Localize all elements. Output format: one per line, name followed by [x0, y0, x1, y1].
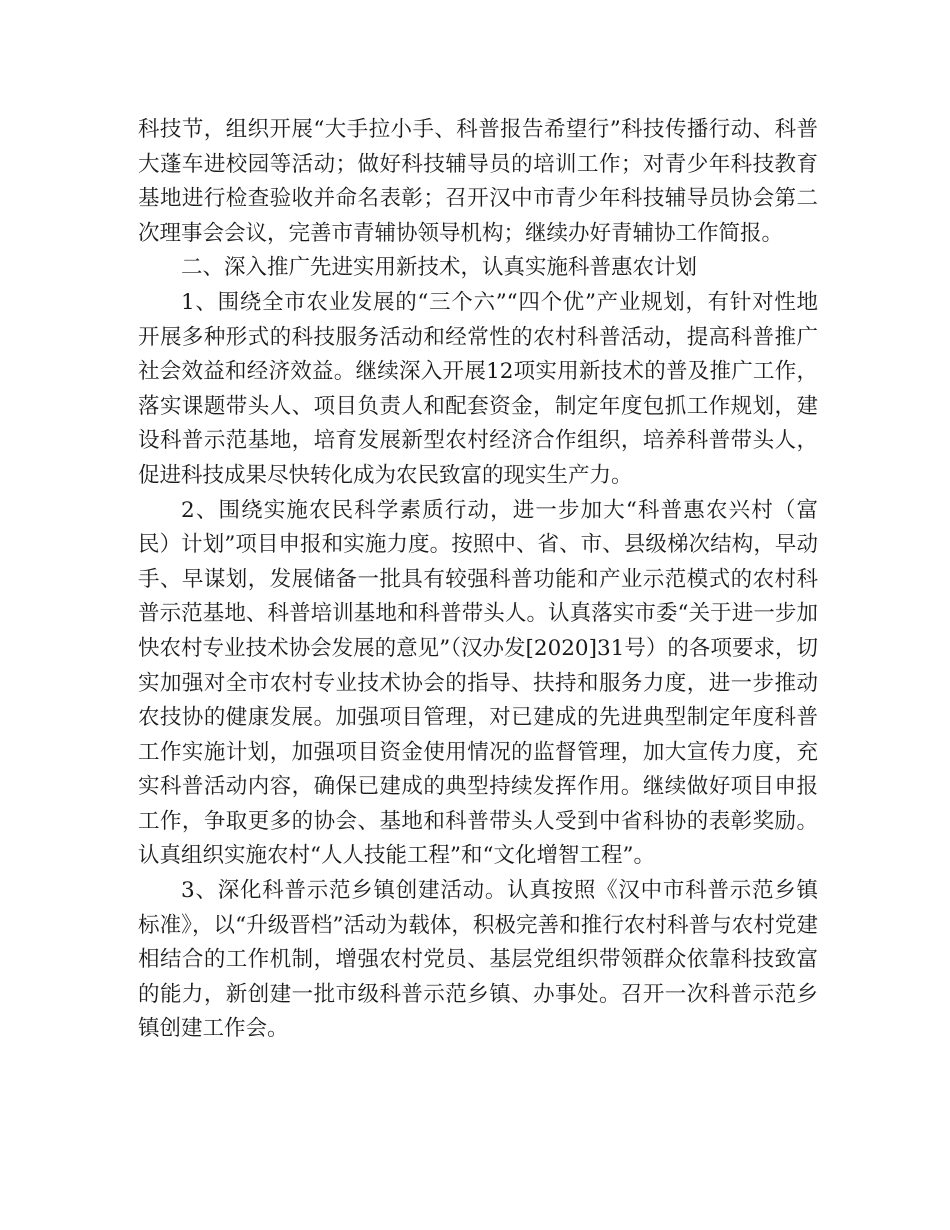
paragraph-item-1: 1、围绕全市农业发展的“三个六”“四个优”产业规划，有针对性地开展多种形式的科技服务活动和经常性的农村科普活动，提高科普推广社会效益和经济效益。继续深入开展12项实用新技术的普及推广工作，落实课题带头人、项目负责人和配套资金，制定年度包抓工作规划，建设科普示范基地，培育发展新型农村经济合作组织，培养科普带头人，促进科技成果尽快转化成为农民致富的现实生产力。	[138, 289, 818, 488]
section-heading: 二、深入推广先进实用新技术，认真实施科普惠农计划	[181, 255, 698, 281]
paragraph-item-3: 3、深化科普示范乡镇创建活动。认真按照《汉中市科普示范乡镇标准》，以“升级晋档”活动为载体，积极完善和推行农村科普与农村党建相结合的工作机制，增强农村党员、基层党组织带领群众依靠科技致富的能力，新创建一批市级科普示范乡镇、办事处。召开一次科普示范乡镇创建工作会。	[138, 878, 818, 1042]
paragraph-item-2: 2、围绕实施农民科学素质行动，进一步加大“科普惠农兴村（富民）计划”项目申报和实施力度。按照中、省、市、县级梯次结构，早动手、早谋划，发展储备一批具有较强科普功能和产业示范模式的农村科普示范基地、科普培训基地和科普带头人。认真落实市委“关于进一步加快农村专业技术协会发展的意见”（汉办发[2020]31号）的各项要求，切实加强对全市农村专业技术协会的指导、扶持和服务力度，进一步推动农技协的健康发展。加强项目管理，对已建成的先进典型制定年度科普工作实施计划，加强项目资金使用情况的监督管理，加大宣传力度，充实科普活动内容，确保已建成的典型持续发挥作用。继续做好项目申报工作，争取更多的协会、基地和科普带头人受到中省科协的表彰奖励。认真组织实施农村“人人技能工程”和“文化增智工程”。	[138, 497, 818, 869]
paragraph-continuation: 科技节，组织开展“大手拉小手、科普报告希望行”科技传播行动、科普大蓬车进校园等活动；做好科技辅导员的培训工作；对青少年科技教育基地进行检查验收并命名表彰；召开汉中市青少年科技辅导员协会第二次理事会会议，完善市青辅协领导机构；继续办好青辅协工作简报。	[138, 117, 818, 246]
document-body	[138, 113, 818, 1047]
